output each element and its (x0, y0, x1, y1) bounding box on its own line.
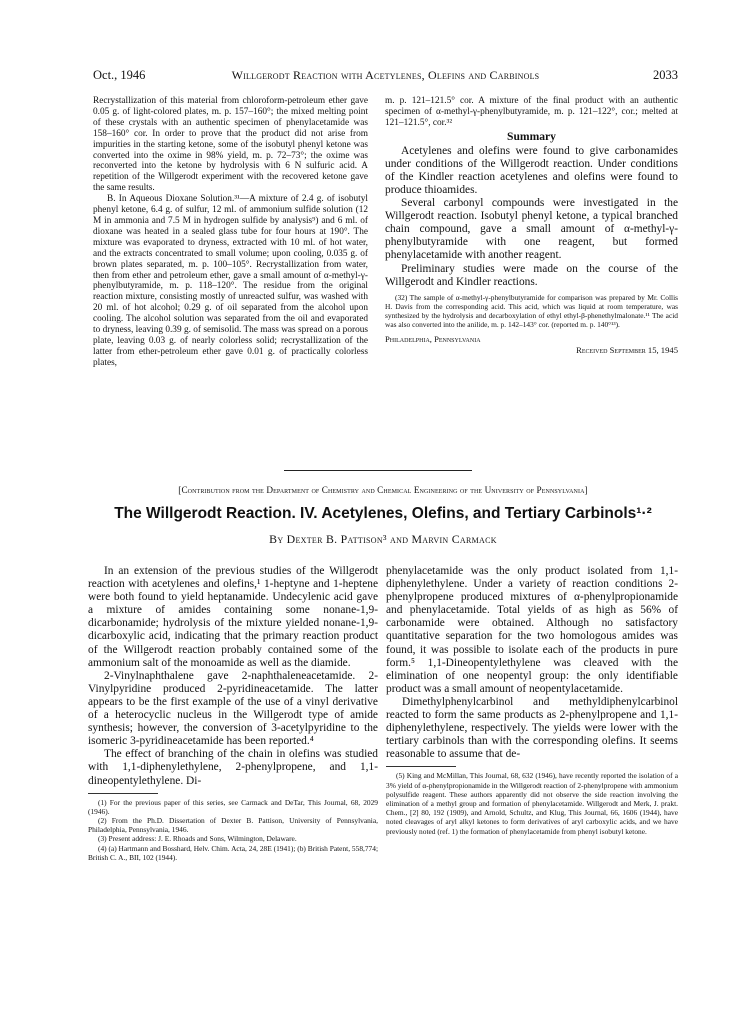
footnotes (88, 798, 378, 862)
footnote: (5) King and McMillan, This Journal, 68, 632 (1946), have recently reported the isolation of a 3% yield of α-phenylpropionamide in the Willgerodt reaction of 2-phenylpropene with ammonium polysulfide reagent. These authors apparently did not observe the side reaction involving the elimination of a methyl group and formation of phenylacetamide. Willgerodt and Merk, J. prakt. Chem., [2] 80, 192 (1909), and Arnold, Schultz, and Klug, This Journal, 66, 1606 (1944), have noted cleavages of aryl alkyl ketones to form derivatives of aryl carboxylic acids, and we have previously noted (ref. 1) the formation of phenylacetamide from phenyl isobutyl ketone. (386, 771, 678, 836)
footnote: (4) (a) Hartmann and Bosshard, Helv. Chim. Acta, 24, 28E (1941); (b) British Patent, 558,774; British C. A., BII, 102 (1944). (88, 843, 378, 862)
footnotes (386, 771, 678, 835)
running-title: Willgerodt Reaction with Acetylenes, Olefins and Carbinols (231, 68, 540, 82)
article-divider (284, 470, 472, 471)
issue-date: Oct., 1946 (93, 68, 146, 82)
footnote-rule (88, 793, 158, 794)
footnote-rule (386, 766, 456, 767)
previous-article-right-column (385, 96, 678, 356)
received-date: Received September 15, 1945 (576, 344, 678, 355)
previous-article-left-column (93, 96, 368, 369)
paragraph: B. In Aqueous Dioxane Solution.³¹—A mixture of 2.4 g. of isobutyl phenyl ketone, 6.4 g. of sulfur, 12 ml. of ammonium sulfide solution (12 M in ammonia and 7.5 M in hydrogen sulfide by analysis⁹) and 6 ml. of dioxane was heated in a sealed glass tube for four hours at 190°. The mixture was evaporated to dryness, extracted with 10 ml. of hot water, and the extracts concentrated to small volume; upon cooling, 0.035 g. of brown plates separated, m. p. 100–105°. Recrystallization from water, then from ether and petroleum ether, gave a small amount of α-methyl-γ-phenylbutyramide, m. p. 118–120°. The residue from the original reaction mixture, consisting mostly of unreacted sulfur, was washed with 20 ml. of hot alcohol; 0.29 g. of oil separated from the alcohol upon cooling. The alcohol solution was separated from the oil and evaporated to dryness, leaving 0.39 g. of semisolid. The mass was spread on a porous plate, leaving 0.03 g. of nearly colorless solid; recrystallization of the latter from ether-petroleum ether gave 0.01 g. of practically colorless plates, (93, 194, 368, 368)
summary-paragraph: Preliminary studies were made on the course of the Willgerodt and Kindler reactions. (385, 262, 678, 288)
page-number: 2033 (653, 68, 678, 82)
article-right-column (386, 565, 678, 836)
paragraph: phenylacetamide was the only product isolated from 1,1-diphenylethylene. Under a variety of reaction conditions 2-phenylpropene produced mixtures of α-phenylpropionamide and phenylacetamide. Total yields of as high as 56% of carbonamide were obtained. Although no satisfactory quantitative separation for the two homologous amides was found, it was possible to isolate each of the products in pure form.⁵ 1,1-Dineopentylethylene was cleaved with the elimination of one neopentyl group: the only identifiable product was a small amount of neopentylacetamide. (386, 565, 678, 695)
paragraph: Recrystallization of this material from chloroform-petroleum ether gave 0.05 g. of light-colored plates, m. p. 157–160°; the mixed melting point of these crystals with an authentic specimen of phenylacetamide was 158–160° cor. In order to prove that the product did not arise from impurities in the starting ketone, some of the isobutyl phenyl ketone was converted into the oxime in 98% yield, m. p. 72–73°; the oxime was reconverted into the ketone by hydrolysis with 6 N sulfuric acid. A repetition of the Willgerodt experiment with the recovered ketone gave the same results. (93, 96, 368, 194)
footnote: (1) For the previous paper of this series, see Carmack and DeTar, This Journal, 68, 2029 (1946). (88, 797, 378, 816)
footnote: (2) From the Ph.D. Dissertation of Dexter B. Pattison, University of Pennsylvania, Philadelphia, Pennsylvania, 1946. (88, 816, 378, 835)
place: Philadelphia, Pennsylvania (385, 333, 481, 344)
paragraph: In an extension of the previous studies of the Willgerodt reaction with acetylenes and olefins,¹ 1-heptyne and 1-heptene were both found to yield heptanamide. Undecylenic acid gave a mixture of amides containing some nonane-1,9-dicarbonamide; hydrolysis of the mixture yielded nonane-1,9-dicarboxylic acid, indicating that the primary reaction product of the Willgerodt reaction probably contained some of the ammonium salt of the monoamide as well as the diamide. (88, 565, 378, 669)
contribution-line: [Contribution from the Department of Chemistry and Chemical Engineering of the University of Pennsylvania] (178, 485, 588, 495)
footnote: (3) Present address: J. E. Rhoads and Sons, Wilmington, Delaware. (98, 834, 297, 844)
article-title: The Willgerodt Reaction. IV. Acetylenes, Olefins, and Tertiary Carbinols¹·² (114, 505, 652, 522)
paragraph: m. p. 121–121.5° cor. A mixture of the final product with an authentic specimen of α-methyl-γ-phenylbutyramide, m. p. 121–122°, cor.; melted at 121–121.5°, cor.³² (385, 96, 678, 128)
summary-text (385, 145, 678, 289)
summary-heading: Summary (507, 129, 556, 143)
article-left-column (88, 565, 378, 862)
running-head (93, 68, 678, 86)
summary-paragraph: Several carbonyl compounds were investigated in the Willgerodt reaction. Isobutyl phenyl ketone, a typical branched chain compound, gave a small amount of α-methyl-γ-phenylbutyramide with one reagent, but formed phenylacetamide with another reagent. (385, 197, 678, 262)
affiliation-block (385, 334, 678, 356)
author-line: By Dexter B. Pattison³ and Marvin Carmack (269, 532, 497, 546)
paragraph: 2-Vinylnaphthalene gave 2-naphthaleneacetamide. 2-Vinylpyridine produced 2-pyridineacetamide. The latter appears to be the first example of the use of a vinyl derivative of a heterocyclic nucleus in the Willgerodt type of amide synthesis; however, the conversion of 3-acetylpyridine to the isomeric 3-pyridineacetamide has been reported.⁴ (88, 669, 378, 748)
footnote: (32) The sample of α-methyl-γ-phenylbutyramide for comparison was prepared by Mr. Collis H. Davis from the corresponding acid. This acid, which was liquid at room temperature, was synthesized by the hydrolysis and decarboxylation of ethyl ethyl-β-phenethylmalonate.¹¹ The acid was also converted into the anilide, m. p. 142–143° cor. (reported m. p. 140°¹³). (385, 292, 678, 330)
paragraph: The effect of branching of the chain in olefins was studied with 1,1-diphenylethylene, 2-phenylpropene, and 1,1-dineopentylethylene. Di- (88, 748, 378, 787)
paragraph: Dimethylphenylcarbinol and methyldiphenylcarbinol reacted to form the same products as 2-phenylpropene and 1,1-diphenylethylene, respectively. The yields were lower with the tertiary carbinols than with the corresponding olefins. It seems reasonable to assume that de- (386, 695, 678, 761)
summary-paragraph: Acetylenes and olefins were found to give carbonamides under conditions of the Willgerodt reaction. Under conditions of the Kindler reaction acetylenes and olefins were found to produce thioamides. (385, 144, 678, 196)
